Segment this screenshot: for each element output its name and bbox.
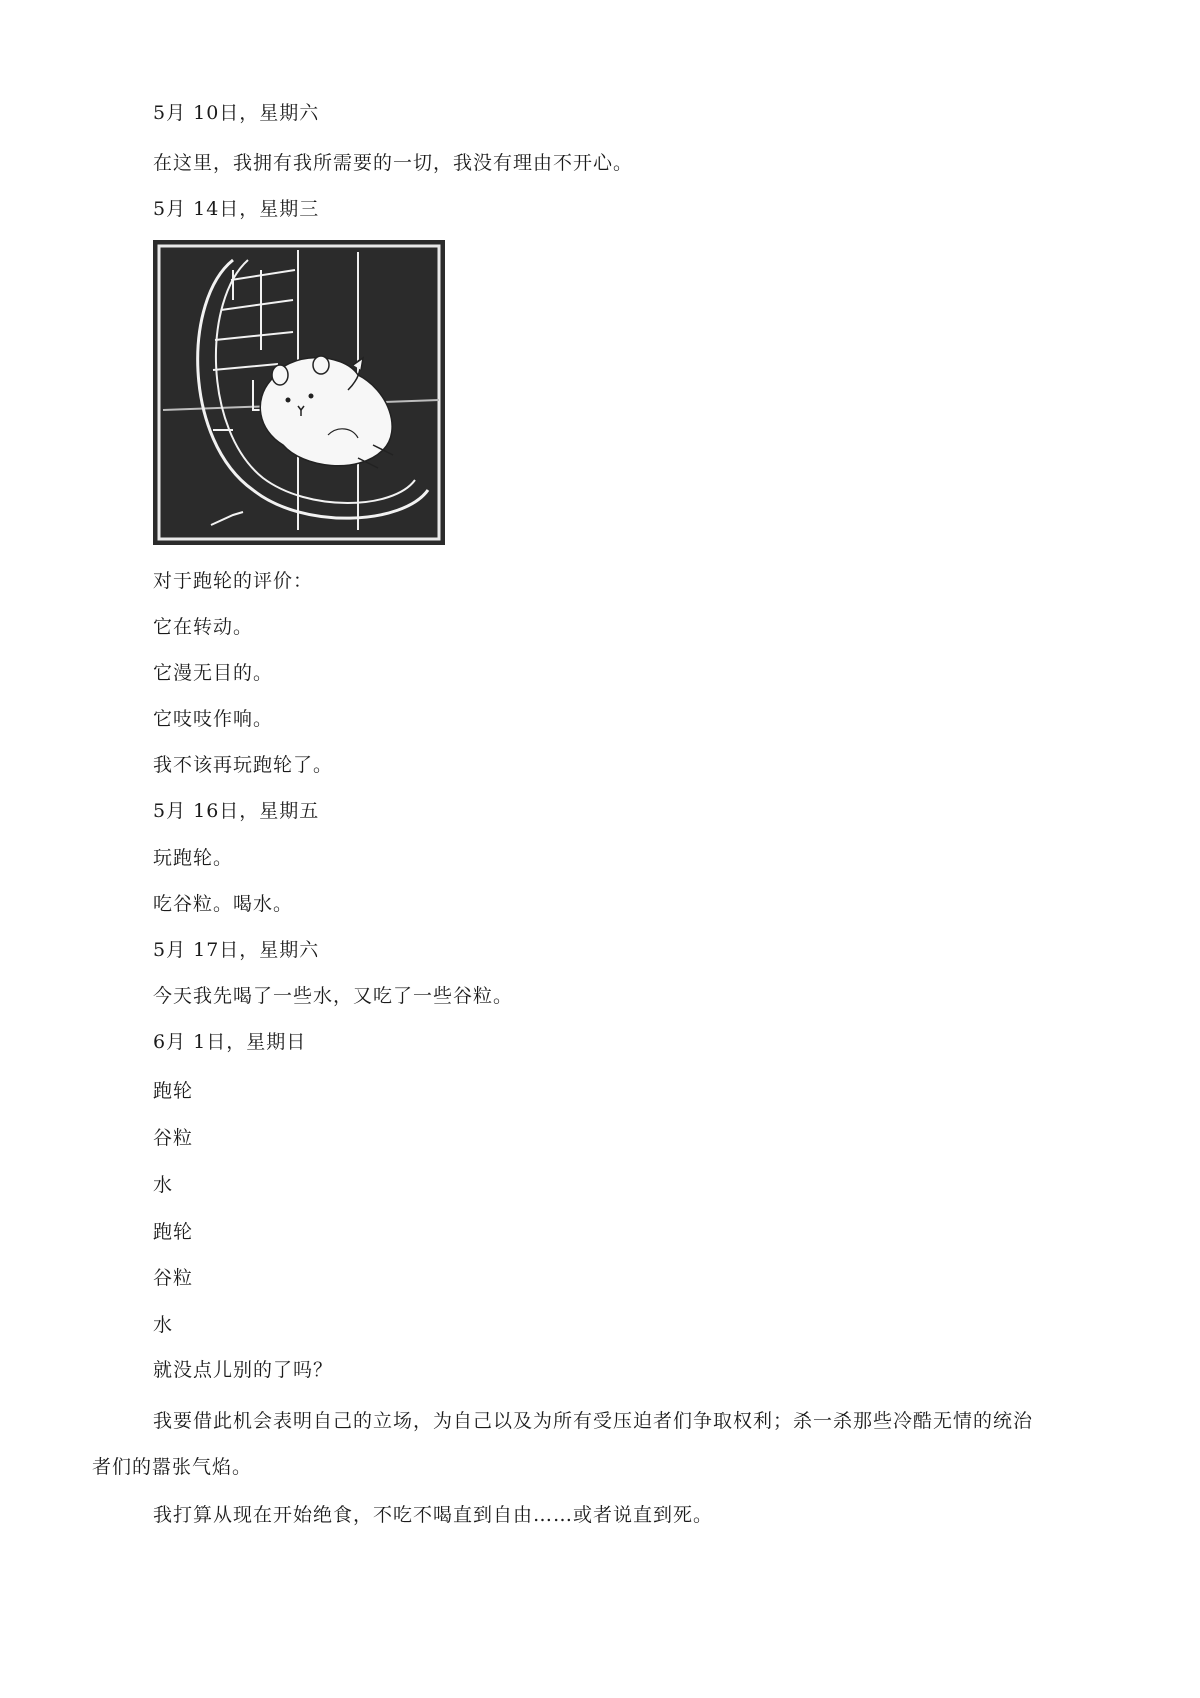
diary-date: 5月 16日，星期五 <box>153 800 320 822</box>
diary-date: 5月 17日，星期六 <box>153 939 320 961</box>
diary-text: 水 <box>153 1174 174 1196</box>
diary-date: 5月 10日，星期六 <box>153 102 320 124</box>
diary-text: 就没点儿别的了吗？ <box>153 1359 334 1381</box>
diary-text: 玩跑轮。 <box>153 847 234 869</box>
diary-text: 它在转动。 <box>153 616 254 638</box>
diary-text: 水 <box>153 1314 174 1336</box>
diary-text: 它吱吱作响。 <box>153 708 274 730</box>
diary-date: 6月 1日，星期日 <box>153 1031 307 1053</box>
diary-text: 谷粒 <box>153 1267 194 1289</box>
paragraph-first-line: 我要借此机会表明自己的立场，为自己以及为所有受压迫者们争取权利；杀一杀那些冷酷无情的统治 <box>153 1410 1034 1432</box>
diary-text: 今天我先喝了一些水，又吃了一些谷粒。 <box>153 985 514 1007</box>
diary-text: 在这里，我拥有我所需要的一切，我没有理由不开心。 <box>153 152 634 174</box>
diary-date: 5月 14日，星期三 <box>153 198 320 220</box>
diary-text: 吃谷粒。喝水。 <box>153 893 294 915</box>
paragraph-continuation: 者们的嚣张气焰。 <box>92 1456 253 1478</box>
diary-text: 对于跑轮的评价： <box>153 570 314 592</box>
diary-text: 我不该再玩跑轮了。 <box>153 754 334 776</box>
diary-text: 它漫无目的。 <box>153 662 274 684</box>
hamster-wheel-illustration <box>153 240 445 545</box>
diary-text: 跑轮 <box>153 1080 194 1102</box>
diary-text: 跑轮 <box>153 1221 194 1243</box>
diary-text: 谷粒 <box>153 1127 194 1149</box>
paragraph-first-line: 我打算从现在开始绝食，不吃不喝直到自由……或者说直到死。 <box>153 1504 714 1526</box>
